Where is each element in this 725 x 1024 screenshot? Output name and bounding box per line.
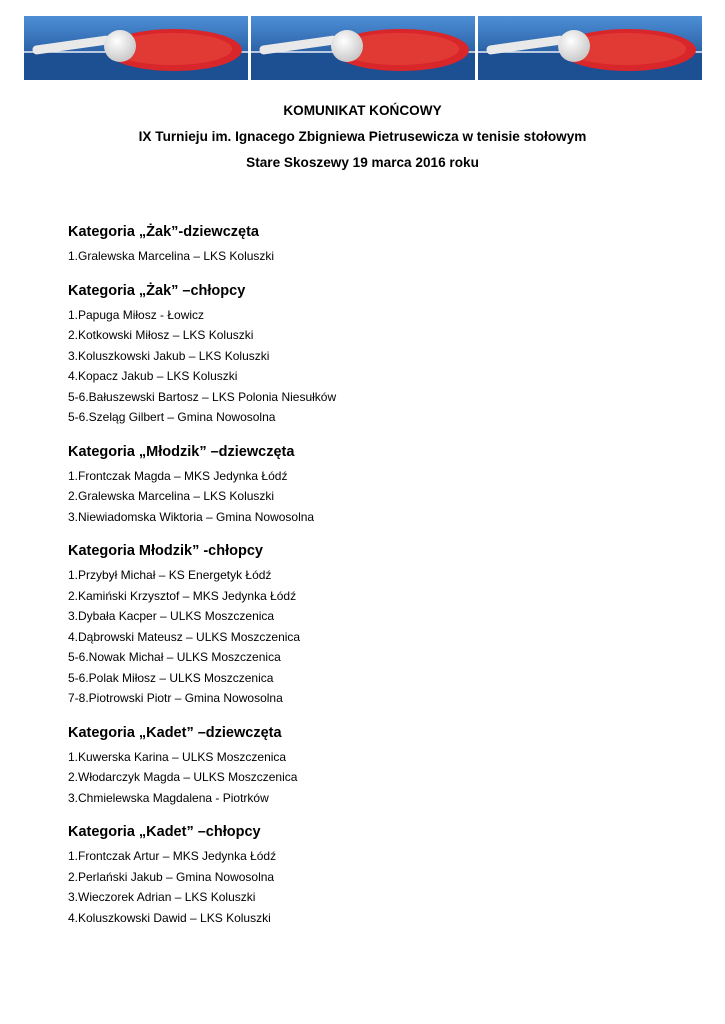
result-entry: 3.Dybała Kacper – ULKS Moszczenica (68, 609, 275, 623)
result-entry: 4.Koluszkowski Dawid – LKS Koluszki (68, 910, 271, 925)
document-title: KOMUNIKAT KOŃCOWY (283, 103, 442, 118)
tournament-date-place: Stare Skoszewy 19 marca 2016 roku (246, 155, 479, 170)
result-entry: 3.Koluszkowski Jakub – LKS Koluszki (68, 348, 270, 363)
result-entry: 3.Wieczorek Adrian – LKS Koluszki (68, 890, 256, 904)
result-entry: 1.Papuga Miłosz - Łowicz (68, 307, 205, 322)
result-entry: 5-6.Polak Miłosz – ULKS Moszczenica (68, 670, 274, 685)
ping-pong-image (24, 16, 248, 80)
category-section (68, 442, 668, 528)
category-section (68, 541, 668, 709)
result-entry: 4.Dąbrowski Mateusz – ULKS Moszczenica (68, 629, 301, 644)
result-entry: 3.Chmielewska Magdalena - Piotrków (68, 790, 269, 805)
results-list (68, 222, 668, 942)
category-title: Kategoria „Żak” –chłopcy (68, 282, 246, 299)
ping-pong-image (251, 16, 475, 80)
result-entry: 7-8.Piotrowski Piotr – Gmina Nowosolna (68, 691, 283, 705)
category-section (68, 723, 668, 809)
category-title: Kategoria „Żak”-dziewczęta (68, 224, 259, 240)
header-banner (24, 16, 702, 80)
result-entry: 4.Kopacz Jakub – LKS Koluszki (68, 369, 238, 383)
category-section (68, 822, 668, 928)
result-entry: 1.Kuwerska Karina – ULKS Moszczenica (68, 749, 287, 764)
result-entry: 2.Włodarczyk Magda – ULKS Moszczenica (68, 770, 298, 784)
result-entry: 2.Kotkowski Miłosz – LKS Koluszki (68, 328, 254, 342)
result-entry: 1.Gralewska Marcelina – LKS Koluszki (68, 249, 275, 263)
result-entry: 2.Perlański Jakub – Gmina Nowosolna (68, 869, 275, 884)
result-entry: 5-6.Nowak Michał – ULKS Moszczenica (68, 650, 281, 664)
ping-pong-image (478, 16, 702, 80)
category-title: Kategoria „Kadet” –chłopcy (68, 824, 261, 840)
result-entry: 1.Przybył Michał – KS Energetyk Łódź (68, 568, 272, 582)
result-entry: 1.Frontczak Artur – MKS Jedynka Łódź (68, 849, 277, 863)
result-entry: 2.Kamiński Krzysztof – MKS Jedynka Łódź (68, 588, 297, 603)
result-entry: 1.Frontczak Magda – MKS Jedynka Łódź (68, 468, 288, 483)
category-section (68, 222, 668, 267)
result-entry: 3.Niewiadomska Wiktoria – Gmina Nowosolna (68, 509, 315, 524)
category-title: Kategoria „Kadet” –dziewczęta (68, 724, 282, 741)
category-title: Kategoria Młodzik” -chłopcy (68, 543, 263, 559)
category-title: Kategoria „Młodzik” –dziewczęta (68, 443, 295, 460)
category-section (68, 281, 668, 428)
result-entry: 2.Gralewska Marcelina – LKS Koluszki (68, 489, 275, 503)
document-header (0, 98, 725, 176)
result-entry: 5-6.Bałuszewski Bartosz – LKS Polonia Niesułków (68, 389, 337, 404)
result-entry: 5-6.Szeląg Gilbert – Gmina Nowosolna (68, 410, 276, 424)
tournament-name: IX Turnieju im. Ignacego Zbigniewa Pietrusewicza w tenisie stołowym (138, 129, 587, 144)
